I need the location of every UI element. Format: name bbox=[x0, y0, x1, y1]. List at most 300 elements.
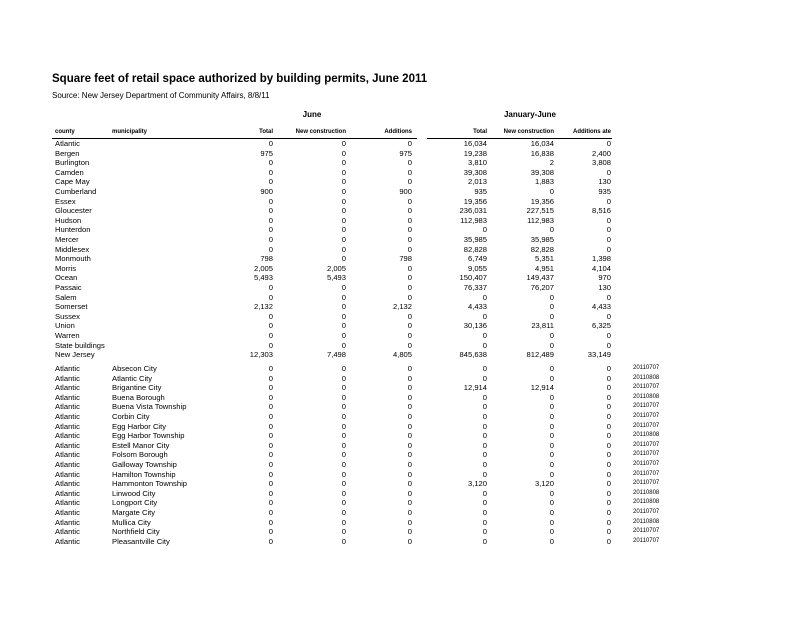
cell-municipality: Corbin City bbox=[112, 412, 150, 421]
cell-june-additions: 0 bbox=[407, 225, 412, 235]
cell-county: Atlantic bbox=[55, 421, 80, 431]
cell-jj-new: 3,120 bbox=[534, 479, 554, 489]
cell-june-additions: 0 bbox=[407, 402, 412, 412]
cell-jj-new: 2 bbox=[549, 158, 554, 168]
cell-june-additions: 0 bbox=[407, 273, 412, 283]
cell-june-additions: 0 bbox=[407, 263, 412, 273]
cell-june-additions: 0 bbox=[407, 167, 412, 177]
cell-june-additions: 0 bbox=[407, 450, 412, 460]
cell-june-total: 0 bbox=[268, 321, 273, 331]
table-row bbox=[0, 225, 800, 235]
table-row bbox=[0, 321, 800, 331]
cell-jj-total: 0 bbox=[482, 311, 487, 321]
cell-june-additions: 0 bbox=[407, 331, 412, 340]
table-row bbox=[0, 402, 800, 412]
cell-june-total: 2,132 bbox=[253, 302, 273, 312]
cell-jj-new: 0 bbox=[549, 440, 554, 450]
cell-june-total: 0 bbox=[268, 235, 273, 244]
cell-jj-additions: 0 bbox=[606, 244, 611, 254]
cell-june-new: 2,005 bbox=[326, 263, 346, 273]
header-jj-total: Total bbox=[473, 129, 487, 135]
cell-county: Warren bbox=[55, 331, 80, 340]
cell-june-total: 0 bbox=[268, 244, 273, 254]
cell-county: Burlington bbox=[55, 158, 90, 168]
cell-june-new: 0 bbox=[341, 469, 346, 479]
cell-jj-total: 4,433 bbox=[467, 302, 487, 312]
cell-june-total: 5,493 bbox=[253, 273, 273, 283]
cell-jj-total: 30,136 bbox=[463, 321, 487, 331]
cell-june-new: 0 bbox=[341, 517, 346, 527]
cell-june-new: 0 bbox=[341, 148, 346, 158]
cell-jj-total: 0 bbox=[482, 412, 487, 421]
cell-jj-additions: 130 bbox=[598, 177, 611, 187]
cell-jj-new: 0 bbox=[549, 488, 554, 498]
table-row bbox=[0, 158, 800, 168]
cell-june-new: 0 bbox=[341, 479, 346, 489]
cell-county: Atlantic bbox=[55, 479, 80, 489]
cell-county: Morris bbox=[55, 263, 77, 273]
header-june-new: New construction bbox=[295, 129, 346, 135]
cell-county: Atlantic bbox=[55, 402, 80, 412]
cell-june-total: 975 bbox=[260, 148, 273, 158]
cell-june-new: 0 bbox=[341, 292, 346, 302]
cell-jj-total: 0 bbox=[482, 517, 487, 527]
cell-june-total: 0 bbox=[268, 508, 273, 517]
cell-county: Atlantic bbox=[55, 450, 80, 460]
cell-report-date: 20110707 bbox=[633, 422, 660, 429]
table-row bbox=[0, 197, 800, 207]
cell-june-total: 0 bbox=[268, 421, 273, 431]
cell-june-total: 0 bbox=[268, 488, 273, 498]
cell-jj-total: 0 bbox=[482, 431, 487, 441]
cell-jj-additions: 33,149 bbox=[587, 350, 611, 360]
cell-county: Mercer bbox=[55, 235, 79, 244]
cell-jj-total: 0 bbox=[482, 469, 487, 479]
cell-june-additions: 900 bbox=[399, 187, 412, 196]
cell-jj-new: 112,983 bbox=[527, 215, 554, 225]
cell-june-additions: 4,805 bbox=[392, 350, 412, 360]
cell-jj-total: 845,638 bbox=[459, 350, 487, 360]
cell-june-total: 0 bbox=[268, 498, 273, 508]
cell-june-additions: 0 bbox=[407, 469, 412, 479]
cell-june-new: 0 bbox=[341, 187, 346, 196]
cell-report-date: 20110707 bbox=[633, 413, 660, 419]
cell-june-new: 5,493 bbox=[326, 273, 346, 283]
cell-june-total: 0 bbox=[268, 206, 273, 216]
cell-june-total: 0 bbox=[268, 440, 273, 450]
cell-jj-additions: 0 bbox=[606, 421, 611, 431]
cell-jj-total: 82,828 bbox=[463, 244, 487, 254]
cell-municipality: Galloway Township bbox=[112, 460, 177, 469]
cell-jj-new: 0 bbox=[549, 498, 554, 508]
cell-jj-total: 19,238 bbox=[463, 148, 487, 158]
cell-municipality: Estell Manor City bbox=[112, 440, 170, 450]
cell-municipality: Pleasantville City bbox=[112, 536, 170, 546]
cell-municipality: Atlantic City bbox=[112, 373, 153, 383]
cell-jj-additions: 0 bbox=[606, 167, 611, 177]
cell-june-new: 0 bbox=[341, 373, 346, 383]
cell-june-total: 12,303 bbox=[249, 350, 273, 360]
cell-june-total: 0 bbox=[268, 225, 273, 235]
cell-report-date: 20110808 bbox=[633, 489, 660, 496]
cell-june-additions: 0 bbox=[407, 460, 412, 469]
cell-jj-new: 0 bbox=[549, 536, 554, 546]
cell-june-additions: 0 bbox=[407, 392, 412, 402]
cell-jj-new: 0 bbox=[549, 302, 554, 312]
cell-county: Union bbox=[55, 321, 75, 331]
cell-june-additions: 0 bbox=[407, 498, 412, 508]
cell-jj-additions: 4,433 bbox=[591, 302, 611, 312]
cell-june-total: 0 bbox=[268, 450, 273, 460]
cell-jj-total: 0 bbox=[482, 364, 487, 373]
cell-jj-total: 0 bbox=[482, 527, 487, 537]
cell-june-new: 0 bbox=[341, 206, 346, 216]
table-row bbox=[0, 331, 800, 341]
cell-report-date: 20110707 bbox=[633, 480, 660, 487]
cell-county: Middlesex bbox=[55, 244, 90, 254]
cell-jj-new: 0 bbox=[549, 450, 554, 460]
cell-jj-total: 0 bbox=[482, 392, 487, 402]
cell-june-new: 0 bbox=[341, 527, 346, 537]
table-row bbox=[0, 479, 800, 489]
table-row bbox=[0, 273, 800, 283]
table-row bbox=[0, 460, 800, 470]
cell-jj-additions: 3,808 bbox=[591, 158, 611, 168]
cell-jj-additions: 0 bbox=[606, 440, 611, 450]
cell-jj-total: 112,983 bbox=[460, 215, 487, 225]
cell-june-new: 7,498 bbox=[326, 350, 346, 360]
cell-june-new: 0 bbox=[341, 440, 346, 450]
cell-jj-additions: 0 bbox=[606, 498, 611, 508]
cell-county: Atlantic bbox=[55, 527, 80, 537]
cell-county: Somerset bbox=[55, 302, 88, 312]
cell-municipality: Mullica City bbox=[112, 517, 151, 527]
cell-report-date: 20110707 bbox=[633, 470, 660, 477]
cell-june-additions: 2,132 bbox=[392, 302, 412, 312]
cell-county: Atlantic bbox=[55, 383, 80, 393]
cell-june-total: 0 bbox=[268, 331, 273, 340]
cell-report-date: 20110808 bbox=[633, 393, 660, 400]
cell-jj-total: 0 bbox=[482, 421, 487, 431]
cell-jj-new: 0 bbox=[549, 517, 554, 527]
cell-jj-new: 0 bbox=[549, 431, 554, 441]
table-row bbox=[0, 177, 800, 187]
cell-jj-additions: 0 bbox=[606, 508, 611, 517]
cell-county: Hunterdon bbox=[55, 225, 91, 235]
cell-jj-additions: 4,104 bbox=[591, 263, 611, 273]
cell-jj-total: 76,337 bbox=[463, 283, 487, 292]
cell-county: Bergen bbox=[55, 148, 80, 158]
cell-jj-additions: 0 bbox=[606, 225, 611, 235]
cell-jj-additions: 0 bbox=[606, 196, 611, 206]
cell-county: Passaic bbox=[55, 283, 82, 292]
cell-june-total: 0 bbox=[268, 469, 273, 479]
cell-june-new: 0 bbox=[341, 488, 346, 498]
cell-june-total: 0 bbox=[268, 412, 273, 421]
cell-june-new: 0 bbox=[341, 302, 346, 312]
cell-county: Monmouth bbox=[55, 254, 91, 264]
cell-jj-additions: 0 bbox=[606, 340, 611, 350]
cell-municipality: Hammonton Township bbox=[112, 479, 187, 489]
cell-report-date: 20110707 bbox=[633, 403, 660, 410]
cell-jj-additions: 0 bbox=[606, 292, 611, 302]
cell-june-additions: 0 bbox=[407, 206, 412, 216]
cell-jj-new: 0 bbox=[549, 292, 554, 302]
cell-june-additions: 0 bbox=[407, 412, 412, 421]
table-row bbox=[0, 364, 800, 374]
table-row bbox=[0, 302, 800, 312]
cell-jj-total: 12,914 bbox=[463, 383, 487, 393]
table-row bbox=[0, 293, 800, 303]
cell-jj-additions: 0 bbox=[606, 536, 611, 546]
source-note: Source: New Jersey Department of Community Affairs, 8/8/11 bbox=[52, 91, 270, 100]
table-row bbox=[0, 235, 800, 245]
cell-june-additions: 0 bbox=[407, 158, 412, 168]
cell-county: Atlantic bbox=[55, 460, 80, 469]
table-row bbox=[0, 206, 800, 216]
cell-report-date: 20110707 bbox=[633, 441, 660, 448]
cell-june-new: 0 bbox=[341, 331, 346, 340]
cell-jj-total: 6,749 bbox=[467, 254, 487, 264]
header-june-total: Total bbox=[259, 129, 273, 135]
cell-june-additions: 0 bbox=[407, 488, 412, 498]
cell-jj-new: 16,838 bbox=[530, 148, 554, 158]
table-row bbox=[0, 393, 800, 403]
cell-june-new: 0 bbox=[341, 536, 346, 546]
cell-county: Hudson bbox=[55, 215, 82, 225]
table-row bbox=[0, 283, 800, 293]
cell-jj-new: 0 bbox=[549, 392, 554, 402]
cell-jj-new: 4,951 bbox=[534, 263, 554, 273]
cell-jj-additions: 0 bbox=[606, 412, 611, 421]
cell-jj-additions: 130 bbox=[598, 283, 611, 292]
cell-jj-total: 35,985 bbox=[463, 235, 487, 244]
cell-june-additions: 0 bbox=[407, 440, 412, 450]
cell-jj-additions: 0 bbox=[606, 527, 611, 537]
cell-june-total: 0 bbox=[268, 311, 273, 321]
cell-report-date: 20110707 bbox=[633, 461, 660, 467]
cell-jj-total: 3,810 bbox=[467, 158, 487, 168]
cell-june-new: 0 bbox=[341, 244, 346, 254]
cell-municipality: Egg Harbor City bbox=[112, 421, 167, 431]
cell-report-date: 20110808 bbox=[633, 499, 660, 506]
cell-county: Atlantic bbox=[55, 469, 80, 479]
cell-municipality: Folsom Borough bbox=[112, 450, 168, 460]
cell-county: Sussex bbox=[55, 311, 80, 321]
cell-municipality: Hamilton Township bbox=[112, 469, 176, 479]
cell-june-total: 0 bbox=[268, 517, 273, 527]
table-row bbox=[0, 341, 800, 351]
cell-jj-total: 9,055 bbox=[467, 263, 487, 273]
cell-june-additions: 0 bbox=[407, 215, 412, 225]
cell-jj-additions: 0 bbox=[606, 392, 611, 402]
cell-jj-additions: 6,325 bbox=[591, 321, 611, 331]
cell-june-new: 0 bbox=[341, 383, 346, 393]
group-header-june: June bbox=[302, 110, 322, 119]
cell-jj-total: 0 bbox=[482, 498, 487, 508]
cell-jj-total: 16,034 bbox=[463, 139, 487, 148]
cell-county: Atlantic bbox=[55, 488, 80, 498]
table-row bbox=[0, 537, 800, 547]
cell-jj-total: 19,356 bbox=[463, 196, 487, 206]
cell-county: Atlantic bbox=[55, 536, 80, 546]
cell-jj-additions: 0 bbox=[606, 383, 611, 393]
header-jj-additions: Additions ate bbox=[572, 129, 611, 135]
cell-jj-new: 12,914 bbox=[530, 383, 554, 393]
cell-jj-additions: 0 bbox=[606, 469, 611, 479]
cell-june-new: 0 bbox=[341, 177, 346, 187]
cell-jj-new: 227,515 bbox=[526, 206, 554, 216]
table-row bbox=[0, 264, 800, 274]
table-row bbox=[0, 254, 800, 264]
cell-jj-total: 0 bbox=[482, 331, 487, 340]
cell-jj-new: 0 bbox=[549, 340, 554, 350]
cell-municipality: Northfield City bbox=[112, 527, 160, 537]
cell-jj-new: 0 bbox=[549, 311, 554, 321]
cell-report-date: 20110707 bbox=[633, 509, 660, 515]
cell-june-additions: 0 bbox=[407, 364, 412, 373]
cell-jj-additions: 0 bbox=[606, 479, 611, 489]
cell-june-additions: 0 bbox=[407, 139, 412, 148]
cell-june-new: 0 bbox=[341, 311, 346, 321]
cell-jj-total: 3,120 bbox=[467, 479, 487, 489]
cell-june-additions: 0 bbox=[407, 292, 412, 302]
cell-jj-new: 0 bbox=[549, 187, 554, 196]
cell-jj-new: 23,811 bbox=[531, 321, 554, 331]
cell-county: Atlantic bbox=[55, 412, 80, 421]
cell-county: Cumberland bbox=[55, 187, 97, 196]
cell-june-additions: 0 bbox=[407, 527, 412, 537]
cell-june-additions: 0 bbox=[407, 421, 412, 431]
cell-june-additions: 0 bbox=[407, 311, 412, 321]
cell-county: Atlantic bbox=[55, 508, 80, 517]
cell-jj-additions: 0 bbox=[606, 331, 611, 340]
cell-june-new: 0 bbox=[341, 460, 346, 469]
header-jj-new: New construction bbox=[503, 129, 554, 135]
table-row bbox=[0, 383, 800, 393]
cell-jj-additions: 0 bbox=[606, 235, 611, 244]
table-row bbox=[0, 168, 800, 178]
cell-jj-total: 0 bbox=[482, 536, 487, 546]
cell-june-total: 0 bbox=[268, 402, 273, 412]
table-row bbox=[0, 374, 800, 384]
cell-jj-additions: 0 bbox=[606, 373, 611, 383]
cell-jj-additions: 0 bbox=[606, 215, 611, 225]
cell-jj-new: 0 bbox=[549, 469, 554, 479]
cell-county: Atlantic bbox=[55, 517, 80, 527]
page-title: Square feet of retail space authorized by building permits, June 2011 bbox=[52, 73, 428, 85]
table-row bbox=[0, 350, 800, 360]
cell-june-additions: 0 bbox=[407, 340, 412, 350]
cell-jj-total: 0 bbox=[482, 373, 487, 383]
cell-june-total: 0 bbox=[268, 383, 273, 393]
cell-jj-new: 0 bbox=[549, 373, 554, 383]
cell-county: Cape May bbox=[55, 177, 90, 187]
cell-county: Atlantic bbox=[55, 498, 80, 508]
cell-jj-additions: 970 bbox=[598, 273, 611, 283]
cell-county: Atlantic bbox=[55, 440, 80, 450]
cell-municipality: Buena Borough bbox=[112, 392, 165, 402]
cell-june-additions: 0 bbox=[407, 431, 412, 441]
cell-june-new: 0 bbox=[341, 340, 346, 350]
cell-june-additions: 975 bbox=[399, 148, 412, 158]
cell-municipality: Egg Harbor Township bbox=[112, 431, 185, 441]
cell-municipality: Brigantine City bbox=[112, 383, 162, 393]
cell-county: Atlantic bbox=[55, 373, 80, 383]
cell-june-total: 0 bbox=[268, 527, 273, 537]
cell-june-new: 0 bbox=[341, 498, 346, 508]
cell-report-date: 20110707 bbox=[633, 451, 660, 458]
cell-june-additions: 0 bbox=[407, 536, 412, 546]
cell-report-date: 20110808 bbox=[633, 432, 660, 439]
header-municipality: municipality bbox=[112, 129, 148, 135]
cell-june-additions: 0 bbox=[407, 479, 412, 489]
cell-report-date: 20110707 bbox=[633, 528, 660, 535]
header-june-additions: Additions bbox=[384, 129, 412, 135]
cell-june-total: 0 bbox=[268, 392, 273, 402]
cell-jj-additions: 0 bbox=[606, 488, 611, 498]
cell-municipality: Margate City bbox=[112, 508, 156, 517]
cell-county: Atlantic bbox=[55, 392, 80, 402]
table-row bbox=[0, 312, 800, 322]
cell-jj-new: 19,356 bbox=[530, 196, 554, 206]
cell-jj-new: 5,351 bbox=[534, 254, 554, 264]
table-row bbox=[0, 518, 800, 528]
cell-june-additions: 0 bbox=[407, 321, 412, 331]
cell-june-additions: 0 bbox=[407, 235, 412, 244]
cell-county: Essex bbox=[55, 196, 76, 206]
cell-june-new: 0 bbox=[341, 283, 346, 292]
cell-june-new: 0 bbox=[341, 392, 346, 402]
cell-jj-new: 76,207 bbox=[530, 283, 554, 292]
cell-jj-new: 0 bbox=[549, 402, 554, 412]
cell-june-new: 0 bbox=[341, 215, 346, 225]
cell-jj-additions: 0 bbox=[606, 460, 611, 469]
cell-municipality: Buena Vista Township bbox=[112, 402, 187, 412]
cell-june-new: 0 bbox=[341, 431, 346, 441]
cell-june-total: 0 bbox=[268, 196, 273, 206]
cell-jj-new: 812,489 bbox=[526, 350, 554, 360]
cell-june-total: 0 bbox=[268, 536, 273, 546]
cell-county: Atlantic bbox=[55, 364, 80, 373]
cell-june-new: 0 bbox=[341, 402, 346, 412]
cell-june-additions: 0 bbox=[407, 383, 412, 393]
table-row bbox=[0, 441, 800, 451]
cell-june-total: 0 bbox=[268, 373, 273, 383]
cell-jj-additions: 935 bbox=[598, 187, 611, 196]
cell-june-new: 0 bbox=[341, 364, 346, 373]
cell-june-additions: 0 bbox=[407, 244, 412, 254]
cell-june-total: 798 bbox=[260, 254, 273, 264]
cell-june-additions: 0 bbox=[407, 196, 412, 206]
cell-june-new: 0 bbox=[341, 508, 346, 517]
cell-june-total: 0 bbox=[268, 158, 273, 168]
cell-june-total: 2,005 bbox=[253, 263, 273, 273]
cell-jj-total: 2,013 bbox=[467, 177, 487, 187]
cell-jj-total: 0 bbox=[482, 460, 487, 469]
cell-jj-total: 0 bbox=[482, 292, 487, 302]
cell-june-total: 0 bbox=[268, 460, 273, 469]
cell-june-new: 0 bbox=[341, 167, 346, 177]
table-row bbox=[0, 139, 800, 149]
table-row bbox=[0, 489, 800, 499]
cell-jj-additions: 0 bbox=[606, 139, 611, 148]
cell-jj-total: 0 bbox=[482, 225, 487, 235]
cell-june-new: 0 bbox=[341, 196, 346, 206]
cell-county: Atlantic bbox=[55, 139, 80, 148]
cell-jj-new: 35,985 bbox=[530, 235, 554, 244]
cell-june-total: 0 bbox=[268, 283, 273, 292]
